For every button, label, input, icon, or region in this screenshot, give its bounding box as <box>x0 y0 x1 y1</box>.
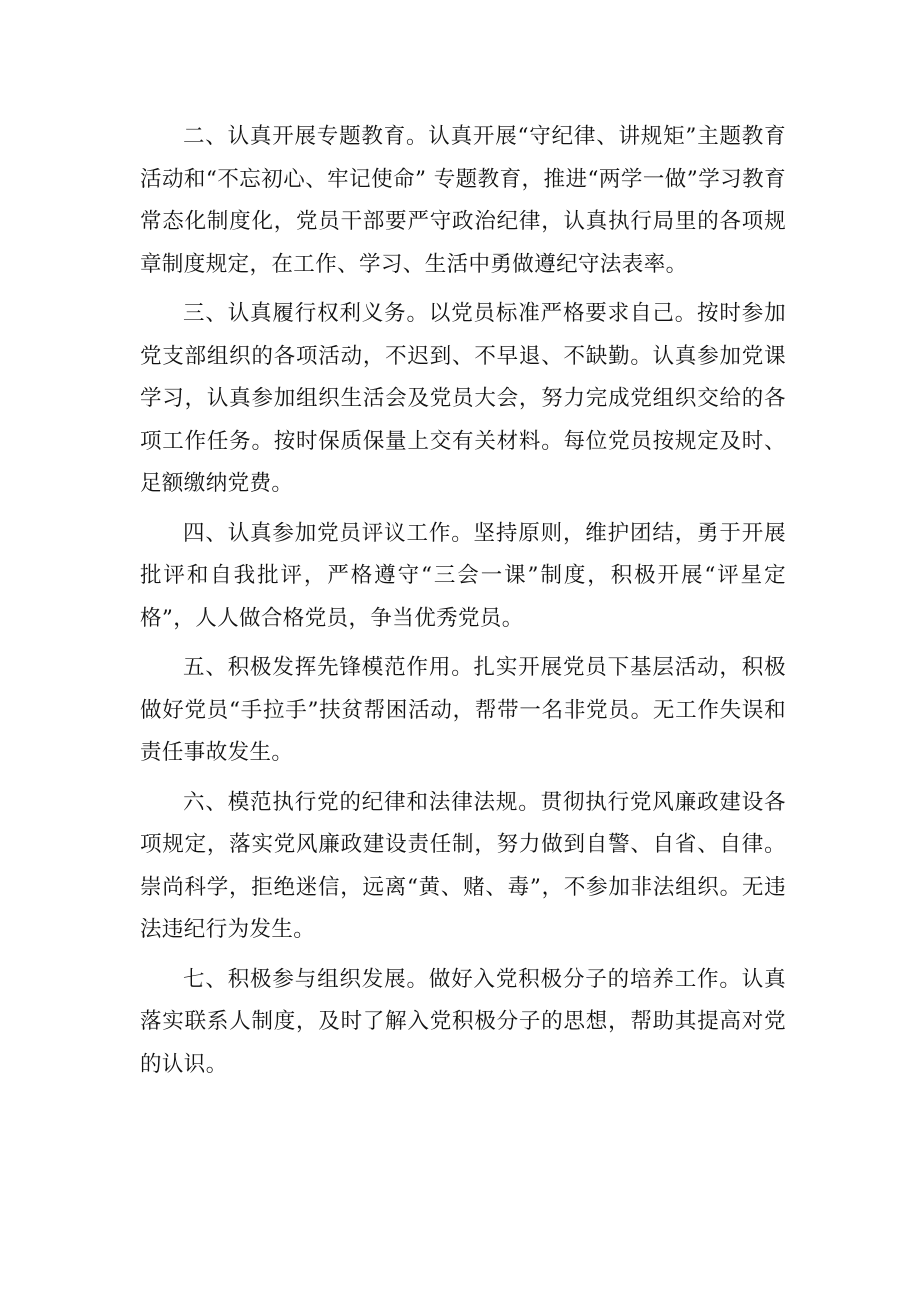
document-body <box>140 116 786 1093</box>
paragraph-4-member-evaluation: 四、认真参加党员评议工作。坚持原则，维护团结，勇于开展批评和自我批评，严格遵守“三会一课”制度，积极开展“评星定格”，人人做合格党员，争当优秀党员。 <box>140 520 786 631</box>
paragraph-7-organization-development: 七、积极参与组织发展。做好入党积极分子的培养工作。认真落实联系人制度，及时了解入党积极分子的思想，帮助其提高对党的认识。 <box>140 966 786 1077</box>
paragraph-5-vanguard-role: 五、积极发挥先锋模范作用。扎实开展党员下基层活动，积极做好党员“手拉手”扶贫帮困活动，帮带一名非党员。无工作失误和责任事故发生。 <box>140 655 786 765</box>
paragraph-2-special-education: 二、认真开展专题教育。认真开展“守纪律、讲规矩”主题教育活动和“不忘初心、牢记使命” 专题教育，推进“两学一做”学习教育常态化制度化，党员干部要严守政治纪律，认真执行局里的各项规章制度规定，在工作、学习、生活中勇做遵纪守法表率。 <box>140 124 786 277</box>
paragraph-6-discipline-law: 六、模范执行党的纪律和法律法规。贯彻执行党风廉政建设各项规定，落实党风廉政建设责任制，努力做到自警、自省、自律。崇尚科学，拒绝迷信，远离“黄、赌、毒”，不参加非法组织。无违法违纪行为发生。 <box>140 789 786 942</box>
paragraph-3-rights-duties: 三、认真履行权利义务。以党员标准严格要求自己。按时参加党支部组织的各项活动，不迟到、不早退、不缺勤。认真参加党课学习，认真参加组织生活会及党员大会，努力完成党组织交给的各项工作任务。按时保质保量上交有关材料。每位党员按规定及时、足额缴纳党费。 <box>140 301 786 496</box>
